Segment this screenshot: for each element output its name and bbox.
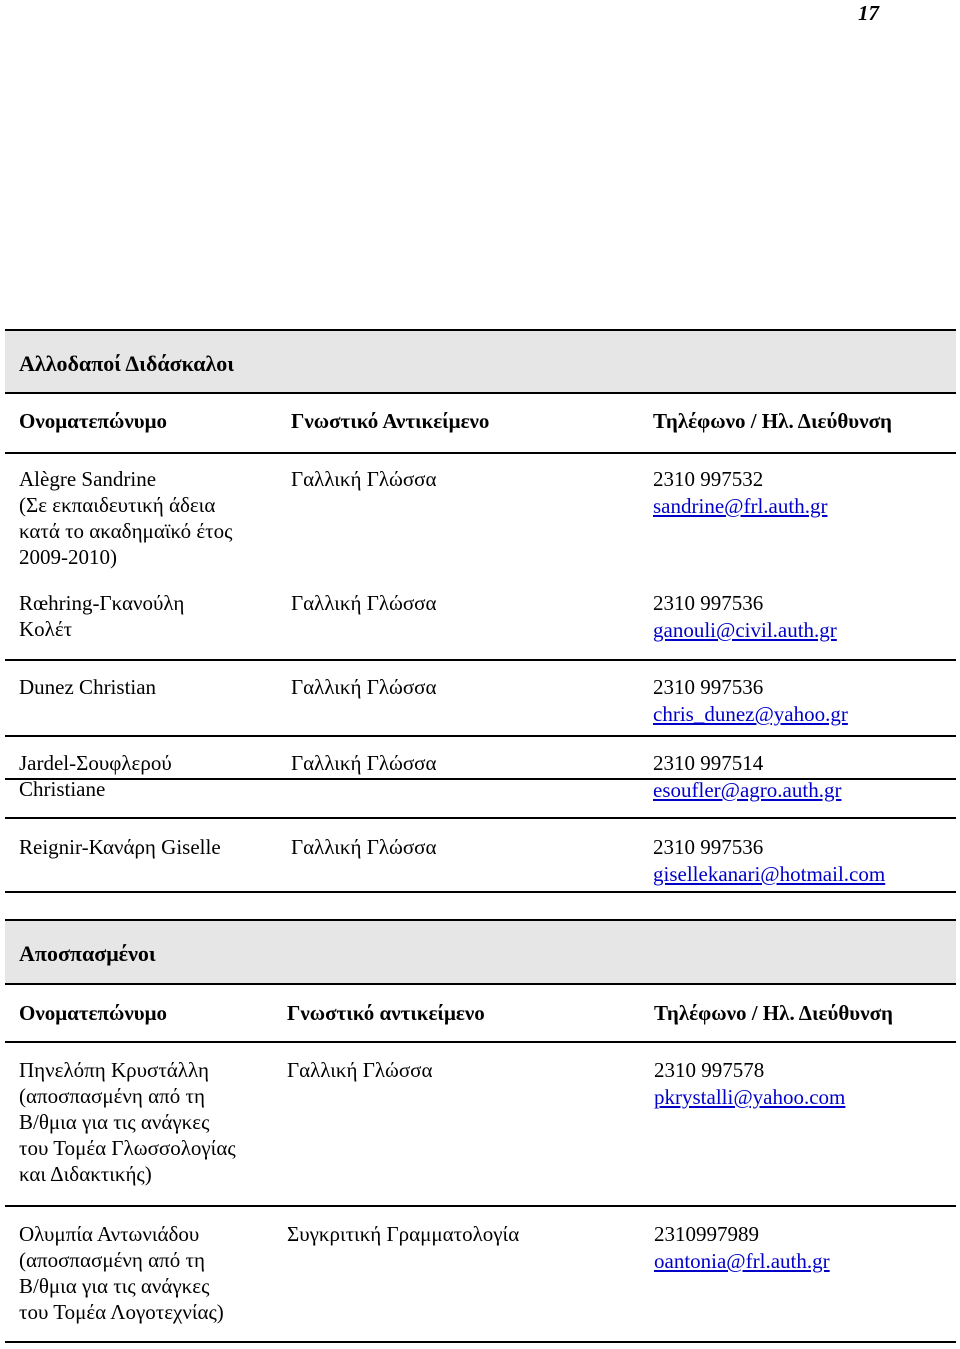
teacher-subject: Γαλλική Γλώσσα	[291, 751, 437, 775]
teacher-name: Rœhring-Γκανούλη Κολέτ	[19, 591, 185, 641]
column-headers	[5, 394, 956, 449]
section-title	[5, 329, 956, 394]
teacher-subject: Γαλλική Γλώσσα	[291, 591, 437, 615]
teacher-name: Reignir-Κανάρη Giselle	[19, 835, 221, 859]
column-headers	[5, 985, 956, 1040]
teacher-email-link[interactable]: gisellekanari@hotmail.com	[653, 862, 886, 886]
teacher-subject: Συγκριτική Γραμματολογία	[287, 1222, 520, 1246]
teacher-name: Alègre Sandrine (Σε εκπαιδευτική άδεια κατά το ακαδημαϊκό έτος 2009-2010)	[19, 467, 233, 569]
section-title-text: Αποσπασμένοι	[19, 941, 156, 966]
teacher-phone: 2310 997578	[654, 1058, 765, 1082]
header-contact: Τηλέφωνο / Ηλ. Διεύθυνση	[654, 1001, 893, 1025]
teacher-name: Jardel-Σουφλερού Christiane	[19, 751, 172, 801]
divider	[5, 817, 956, 819]
teacher-name: Ολυμπία Αντωνιάδου (αποσπασμένη από τη Β/θμια για τις ανάγκες του Τομέα Λογοτεχνίας)	[19, 1222, 224, 1324]
teacher-phone: 2310 997536	[653, 591, 764, 615]
foreign-teachers-section	[5, 329, 956, 449]
header-subject: Γνωστικό Αντικείμενο	[291, 409, 490, 433]
header-name: Ονοματεπώνυμο	[19, 409, 168, 433]
divider	[5, 452, 956, 454]
teacher-subject: Γαλλική Γλώσσα	[291, 835, 437, 859]
divider	[5, 891, 956, 893]
teacher-email-link[interactable]: chris_dunez@yahoo.gr	[653, 702, 848, 726]
header-contact: Τηλέφωνο / Ηλ. Διεύθυνση	[653, 409, 892, 433]
teacher-subject: Γαλλική Γλώσσα	[291, 467, 437, 491]
teacher-email-link[interactable]: sandrine@frl.auth.gr	[653, 494, 828, 518]
teacher-name: Πηνελόπη Κρυστάλλη (αποσπασμένη από τη Β/θμια για τις ανάγκες του Τομέα Γλωσσολογίας και Διδακτικής)	[19, 1058, 236, 1186]
header-subject: Γνωστικό αντικείμενο	[287, 1001, 485, 1025]
teacher-subject: Γαλλική Γλώσσα	[291, 675, 437, 699]
divider	[5, 1205, 956, 1207]
teacher-email-link[interactable]: esoufler@agro.auth.gr	[653, 778, 842, 802]
teacher-phone: 2310 997536	[653, 675, 764, 699]
divider	[5, 1041, 956, 1043]
teacher-subject: Γαλλική Γλώσσα	[287, 1058, 433, 1082]
teacher-email-link[interactable]: ganouli@civil.auth.gr	[653, 618, 837, 642]
header-name: Ονοματεπώνυμο	[19, 1001, 168, 1025]
teacher-phone: 2310 997514	[653, 751, 764, 775]
teacher-email-link[interactable]: oantonia@frl.auth.gr	[654, 1249, 830, 1273]
divider	[5, 1341, 956, 1343]
teacher-phone: 2310 997536	[653, 835, 764, 859]
page-number: 17	[858, 1, 879, 25]
divider	[5, 735, 956, 737]
section-title	[5, 919, 956, 985]
seconded-teachers-section	[5, 919, 956, 1040]
teacher-email-link[interactable]: pkrystalli@yahoo.com	[654, 1085, 846, 1109]
teacher-phone: 2310997989	[654, 1222, 759, 1246]
divider	[5, 659, 956, 661]
teacher-name: Dunez Christian	[19, 675, 157, 699]
teacher-phone: 2310 997532	[653, 467, 764, 491]
section-title-text: Αλλοδαποί Διδάσκαλοι	[19, 351, 235, 376]
